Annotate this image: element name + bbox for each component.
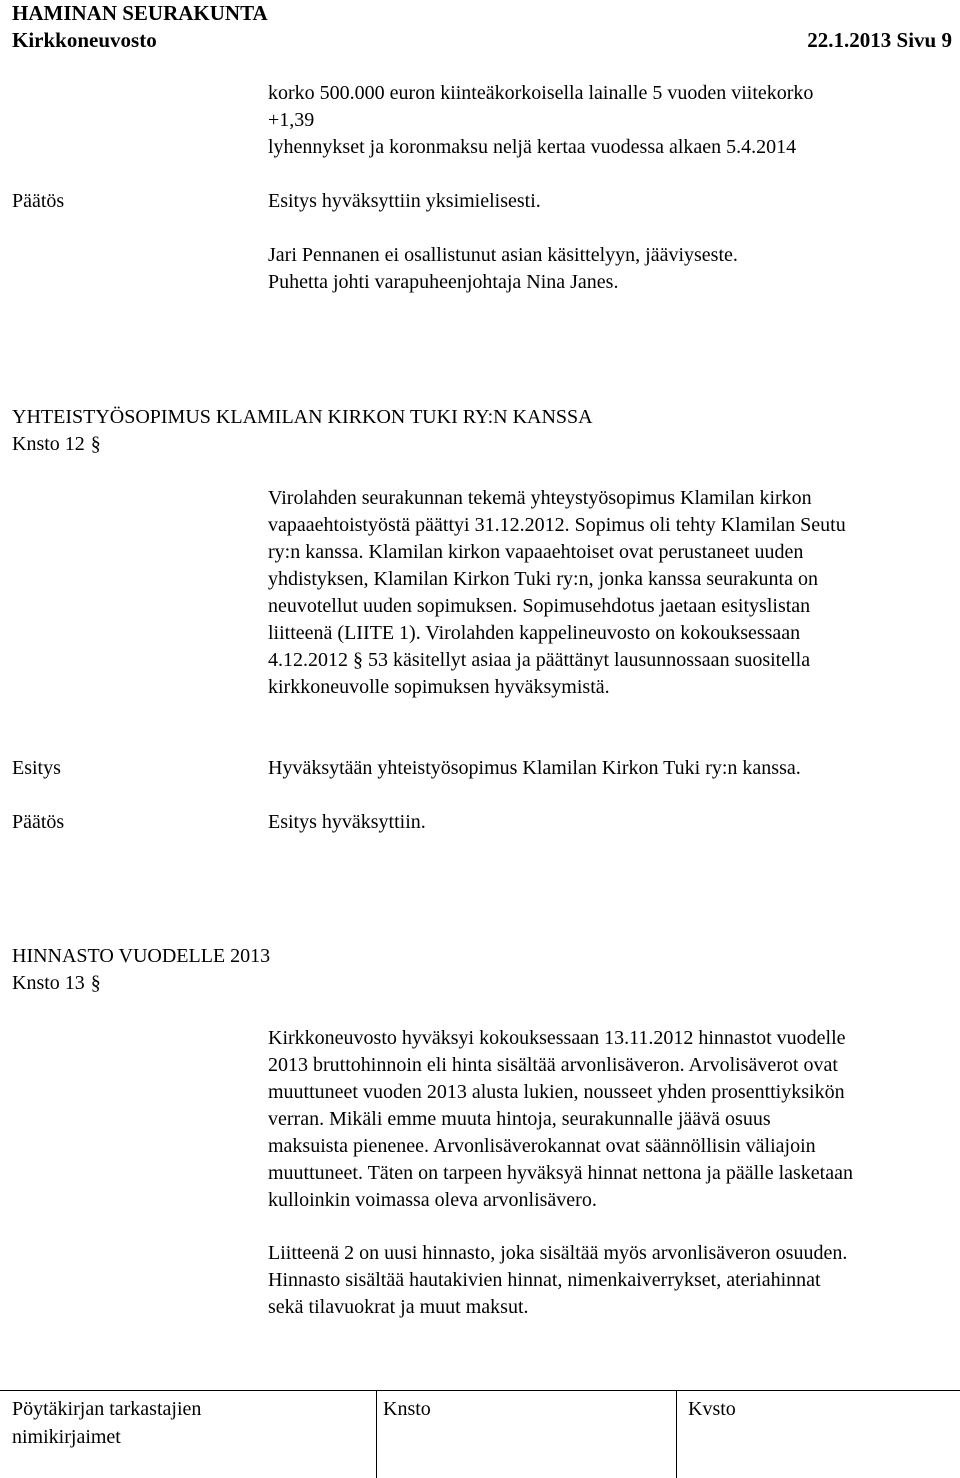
body-line: Kirkkoneuvosto hyväksyi kokouksessaan 13.11.2012 hinnastot vuodelle [268,1027,846,1049]
organization-name: HAMINAN SEURAKUNTA [12,1,268,25]
decision-text: Esitys hyväksyttiin. [268,811,426,833]
body-line: 2013 bruttohinnoin eli hinta sisältää arvonlisäveron. Arvolisäverot ovat [268,1054,838,1076]
body-line: Hinnasto sisältää hautakivien hinnat, nimenkaiverrykset, ateriahinnat [268,1269,821,1291]
footer-signatures-label: Pöytäkirjan tarkastajien [12,1398,202,1420]
body-line: kirkkoneuvolle sopimuksen hyväksymistä. [268,676,610,698]
body-line: sekä tilavuokrat ja muut maksut. [268,1296,529,1318]
decision-label: Päätös [12,190,65,212]
date-and-page: 22.1.2013 Sivu 9 [807,28,952,52]
footer-signatures-label-2: nimikirjaimet [12,1426,121,1448]
item-13-ref-text: Knsto 13 [12,972,85,994]
proposal-label: Esitys [12,757,61,779]
body-line: Virolahden seurakunnan tekemä yhteystyösopimus Klamilan kirkon [268,487,812,509]
body-line: muuttuneet. Täten on tarpeen hyväksyä hinnat nettona ja päälle lasketaan [268,1162,853,1184]
body-line: +1,39 [268,109,315,131]
footer-kvsto-label: Kvsto [688,1398,736,1420]
decision-label: Päätös [12,811,65,833]
body-line: maksuista pienenee. Arvonlisäverokannat ovat säännöllisin väliajoin [268,1135,816,1157]
item-12-reference [12,431,101,458]
body-line: korko 500.000 euron kiinteäkorkoisella lainalle 5 vuoden viitekorko [268,82,814,104]
item-12-title: YHTEISTYÖSOPIMUS KLAMILAN KIRKON TUKI RY:N KANSSA [12,406,593,428]
item-13-title: HINNASTO VUODELLE 2013 [12,945,271,967]
body-line: liitteenä (LIITE 1). Virolahden kappelineuvosto on kokouksessaan [268,622,801,644]
proposal-text: Hyväksytään yhteistyösopimus Klamilan Kirkon Tuki ry:n kanssa. [268,757,801,779]
section-sign-icon: § [90,972,101,994]
body-line: Liitteenä 2 on uusi hinnasto, joka sisältää myös arvonlisäveron osuuden. [268,1242,848,1264]
body-line: lyhennykset ja koronmaksu neljä kertaa vuodessa alkaen 5.4.2014 [268,136,797,158]
body-line: muuttuneet vuoden 2013 alusta lukien, nousseet yhden prosenttiyksikön [268,1081,845,1103]
body-name: Kirkkoneuvosto [12,28,157,52]
note-line: Jari Pennanen ei osallistunut asian käsittelyyn, jääviyseste. [268,244,738,266]
body-line: neuvotellut uuden sopimuksen. Sopimusehdotus jaetaan esityslistan [268,595,811,617]
item-12-ref-text: Knsto 12 [12,433,85,455]
section-sign-icon: § [90,433,101,455]
body-line: ry:n kanssa. Klamilan kirkon vapaaehtoiset ovat perustaneet uuden [268,541,804,563]
body-line: yhdistyksen, Klamilan Kirkon Tuki ry:n, jonka kanssa seurakunta on [268,568,818,590]
body-line: verran. Mikäli emme muuta hintoja, seurakunnalle jäävä osuus [268,1108,771,1130]
note-line: Puhetta johti varapuheenjohtaja Nina Janes. [268,271,619,293]
footer-knsto-label: Knsto [383,1398,431,1420]
item-13-reference [12,970,101,997]
body-line: kulloinkin voimassa oleva arvonlisävero. [268,1189,597,1211]
body-line: 4.12.2012 § 53 käsitellyt asiaa ja päättänyt lausunnossaan suositella [268,649,811,671]
body-line: vapaaehtoistyöstä päättyi 31.12.2012. Sopimus oli tehty Klamilan Seutu [268,514,846,536]
decision-text: Esitys hyväksyttiin yksimielisesti. [268,190,541,212]
